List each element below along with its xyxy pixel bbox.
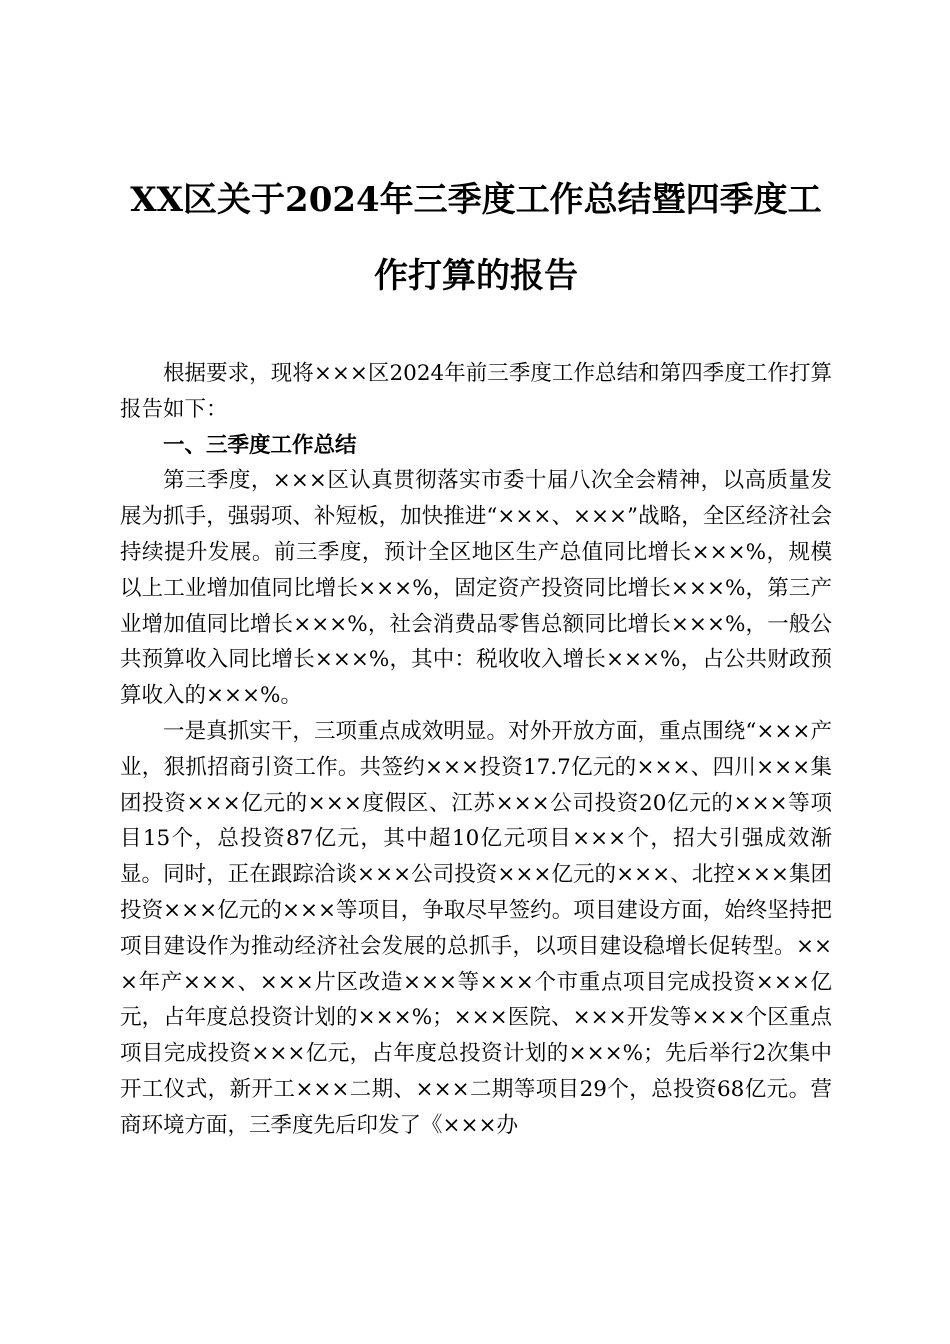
title-line-2: 作打算的报告 xyxy=(374,256,578,296)
document-title xyxy=(120,174,832,302)
title-line-1: XX区关于2024年三季度工作总结暨四季度工 xyxy=(130,180,822,220)
document-body xyxy=(120,356,832,1144)
key-points-paragraph: 一是真抓实干，三项重点成效明显。对外开放方面，重点围绕“×××产业，狠抓招商引资工作。共签约×××投资17.7亿元的×××、四川×××集团投资×××亿元的×××度假区、江苏×××公司投资20亿元的×××等项目15个，总投资87亿元，其中超10亿元项目×××个，招大引强成效渐显。同时，正在跟踪洽谈×××公司投资×××亿元的×××、北控×××集团投资×××亿元的×××等项目，争取尽早签约。项目建设方面，始终坚持把项目建设作为推动经济社会发展的总抓手，以项目建设稳增长促转型。×××年产×××、×××片区改造×××等×××个市重点项目完成投资×××亿元，占年度总投资计划的×××%；×××医院、×××开发等×××个区重点项目完成投资×××亿元，占年度总投资计划的×××%；先后举行2次集中开工仪式，新开工×××二期、×××二期等项目29个，总投资68亿元。营商环境方面，三季度先后印发了《×××办 xyxy=(120,718,832,1138)
section-heading: 一、三季度工作总结 xyxy=(163,432,357,458)
intro-paragraph: 根据要求，现将×××区2024年前三季度工作总结和第四季度工作打算报告如下： xyxy=(120,361,832,422)
summary-paragraph: 第三季度，×××区认真贯彻落实市委十届八次全会精神，以高质量发展为抓手，强弱项、补短板，加快推进“×××、×××”战略，全区经济社会持续提升发展。前三季度，预计全区地区生产总值同比增长×××%，规模以上工业增加值同比增长×××%，固定资产投资同比增长×××%，第三产业增加值同比增长×××%，社会消费品零售总额同比增长×××%，一般公共预算收入同比增长×××%，其中：税收收入增长×××%，占公共财政预算收入的×××%。 xyxy=(120,468,832,709)
